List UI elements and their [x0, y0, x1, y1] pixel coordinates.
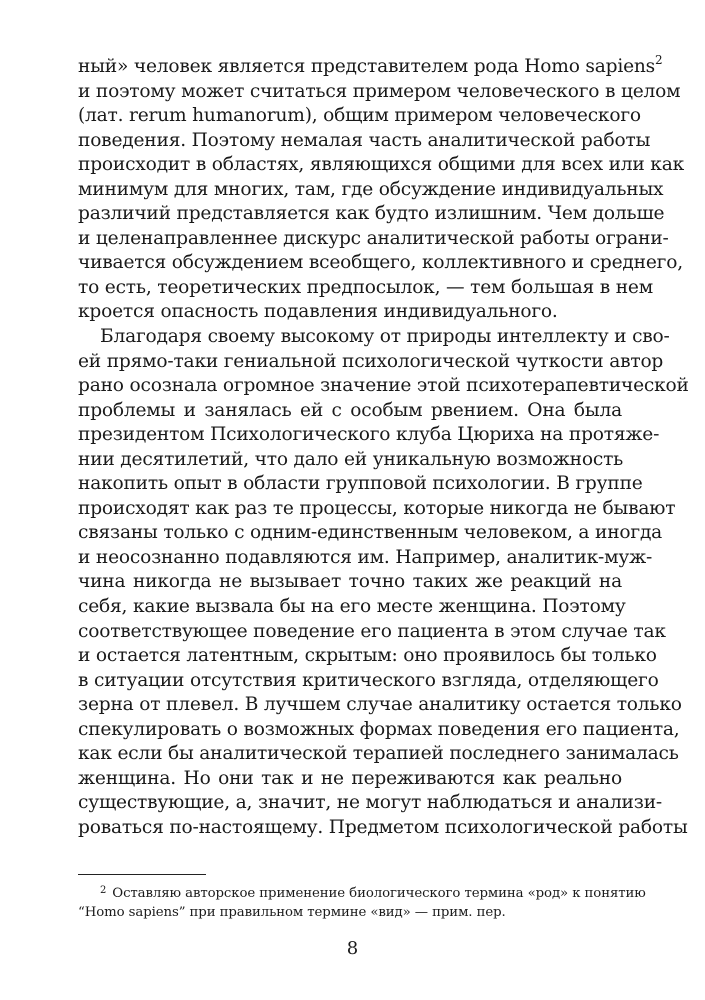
text-line: роваться по-настоящему. Предметом психологической работы: [78, 816, 688, 838]
text-line: накопить опыт в области групповой психологии. В группе: [78, 473, 643, 495]
text-line: и целенаправленнее дискурс аналитической работы ограни-: [78, 227, 669, 249]
text-line: и неосознанно подавляются им. Например, аналитик-муж-: [78, 546, 653, 568]
text-line: происходят как раз те процессы, которые никогда не бывают: [78, 497, 676, 519]
text-line: чина никогда не вызывает точно таких же реакций на: [78, 571, 622, 593]
text-line: как если бы аналитической терапией последнего занималась: [78, 743, 679, 765]
text-line: [78, 53, 663, 80]
text-line: президентом Психологического клуба Цюриха на протяже-: [78, 424, 660, 446]
text-line: зерна от плевел. В лучшем случае аналитику остается только: [78, 694, 682, 716]
main-text: [78, 53, 689, 841]
footnote-reference: 2: [655, 53, 663, 67]
text-line: себя, какие вызвала бы на его месте женщина. Поэтому: [78, 596, 626, 618]
text-line: существующие, а, значит, не могут наблюдаться и анализи-: [78, 792, 662, 814]
text-line: ей прямо-таки гениальной психологической чуткости автор: [78, 350, 664, 372]
page-number: 8: [346, 938, 359, 959]
text-line: в ситуации отсутствия критического взгляда, отделяющего: [78, 669, 659, 691]
footnote: [78, 880, 646, 924]
text-line: проблемы и занялась ей с особым рвением. Она была: [78, 399, 622, 421]
text-line: и остается латентным, скрытым: оно проявилось бы только: [78, 645, 657, 667]
text-line: спекулировать о возможных формах поведения его пациента,: [78, 718, 680, 740]
footnote-line: “Homo sapiens” при правильном термине «вид» — прим. пер.: [78, 905, 506, 920]
footnote-divider: [78, 874, 206, 875]
text-line: (лат. rerum humanorum), общим примером человеческого: [78, 105, 641, 127]
text-line: рано осознала огромное значение этой психотерапевтической: [78, 375, 689, 397]
text-line: кроется опасность подавления индивидуального.: [78, 301, 558, 323]
text-line: и поэтому может считаться примером человеческого в целом: [78, 80, 681, 102]
text-line: женщина. Но они так и не переживаются как реально: [78, 767, 622, 789]
text-line: связаны только с одним-единственным человеком, а иногда: [78, 522, 663, 544]
text-line: нии десятилетий, что дало ей уникальную возможность: [78, 448, 624, 470]
text-line-content: ный» человек является представителем рода Homo sapiens: [78, 56, 656, 77]
text-line: соответствующее поведение его пациента в этом случае так: [78, 620, 666, 642]
text-line: поведения. Поэтому немалая часть аналитической работы: [78, 129, 651, 151]
text-line: различий представляется как будто излишним. Чем дольше: [78, 203, 665, 225]
text-line: Благодаря своему высокому от природы интеллекту и сво-: [100, 326, 670, 348]
text-line: минимум для многих, там, где обсуждение индивидуальных: [78, 178, 664, 200]
text-line: то есть, теоретических предпосылок, — тем большая в нем: [78, 276, 653, 298]
footnote-line: [78, 880, 646, 902]
footnote-text: Оставляю авторское применение биологического термина «род» к понятию: [112, 886, 646, 901]
text-line: происходит в областях, являющихся общими для всех или как: [78, 154, 685, 176]
footnote-number: 2: [100, 885, 107, 896]
text-line: чивается обсуждением всеобщего, коллективного и среднего,: [78, 252, 683, 274]
